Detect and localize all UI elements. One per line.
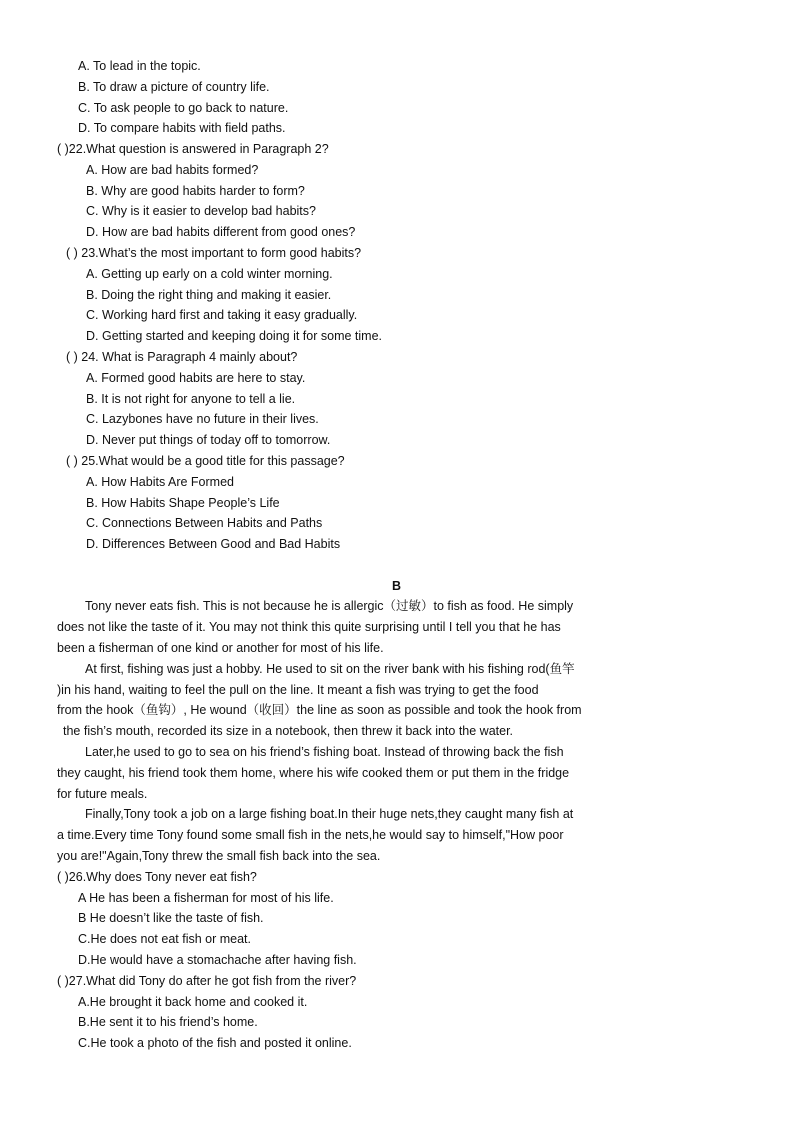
- passage-b-heading: B: [392, 579, 402, 593]
- q24-option-a: A. Formed good habits are here to stay.: [86, 371, 306, 385]
- q21-option-a: A. To lead in the topic.: [78, 59, 201, 73]
- q26-option-b: B He doesn’t like the taste of fish.: [78, 911, 264, 925]
- passage-b-line: from the hook（鱼钩）, He wound（收回）the line as soon as possible and took the hook from: [57, 703, 582, 717]
- passage-b-line: the fish’s mouth, recorded its size in a notebook, then threw it back into the water.: [63, 724, 514, 738]
- q27-stem: ( )27.What did Tony do after he got fish from the river?: [57, 974, 357, 988]
- q26-option-a: A He has been a fisherman for most of his life.: [78, 891, 334, 905]
- passage-b-line: Tony never eats fish. This is not because he is allergic（过敏）to fish as food. He simply: [85, 599, 574, 613]
- q22-option-b: B. Why are good habits harder to form?: [86, 184, 305, 198]
- q26-stem: ( )26.Why does Tony never eat fish?: [57, 870, 257, 884]
- q21-option-d: D. To compare habits with field paths.: [78, 121, 286, 135]
- passage-b-line: does not like the taste of it. You may not think this quite surprising until I tell you that he has: [57, 620, 561, 634]
- q22-option-d: D. How are bad habits different from good ones?: [86, 225, 356, 239]
- q26-option-d: D.He would have a stomachache after having fish.: [78, 953, 357, 967]
- passage-b-line: you are!"Again,Tony threw the small fish back into the sea.: [57, 849, 381, 863]
- q22-option-c: C. Why is it easier to develop bad habits?: [86, 204, 316, 218]
- q24-stem: ( ) 24. What is Paragraph 4 mainly about?: [66, 350, 298, 364]
- q23-stem: ( ) 23.What’s the most important to form good habits?: [66, 246, 362, 260]
- q25-stem: ( ) 25.What would be a good title for this passage?: [66, 454, 345, 468]
- passage-b-line: been a fisherman of one kind or another for most of his life.: [57, 641, 384, 655]
- q23-option-a: A. Getting up early on a cold winter morning.: [86, 267, 333, 281]
- q23-option-d: D. Getting started and keeping doing it for some time.: [86, 329, 382, 343]
- q25-option-a: A. How Habits Are Formed: [86, 475, 234, 489]
- q27-option-a: A.He brought it back home and cooked it.: [78, 995, 308, 1009]
- passage-b-line: )in his hand, waiting to feel the pull on the line. It meant a fish was trying to get the food: [57, 683, 539, 697]
- passage-b-line: At first, fishing was just a hobby. He used to sit on the river bank with his fishing rod(鱼竿: [85, 662, 575, 676]
- q22-stem: ( )22.What question is answered in Paragraph 2?: [57, 142, 329, 156]
- q21-option-c: C. To ask people to go back to nature.: [78, 101, 289, 115]
- q26-option-c: C.He does not eat fish or meat.: [78, 932, 252, 946]
- q27-option-b: B.He sent it to his friend’s home.: [78, 1015, 258, 1029]
- q22-option-a: A. How are bad habits formed?: [86, 163, 259, 177]
- q24-option-d: D. Never put things of today off to tomorrow.: [86, 433, 331, 447]
- q25-option-c: C. Connections Between Habits and Paths: [86, 516, 323, 530]
- passage-b-line: for future meals.: [57, 787, 148, 801]
- q21-option-b: B. To draw a picture of country life.: [78, 80, 270, 94]
- q23-option-b: B. Doing the right thing and making it easier.: [86, 288, 332, 302]
- q25-option-b: B. How Habits Shape People’s Life: [86, 496, 280, 510]
- q24-option-c: C. Lazybones have no future in their lives.: [86, 412, 319, 426]
- passage-b-line: they caught, his friend took them home, where his wife cooked them or put them in the fridge: [57, 766, 570, 780]
- q25-option-d: D. Differences Between Good and Bad Habits: [86, 537, 341, 551]
- passage-b-line: Later,he used to go to sea on his friend’s fishing boat. Instead of throwing back the fish: [85, 745, 564, 759]
- passage-b-line: a time.Every time Tony found some small fish in the nets,he would say to himself,"How poor: [57, 828, 564, 842]
- q23-option-c: C. Working hard first and taking it easy gradually.: [86, 308, 358, 322]
- q27-option-c: C.He took a photo of the fish and posted it online.: [78, 1036, 352, 1050]
- passage-b-line: Finally,Tony took a job on a large fishing boat.In their huge nets,they caught many fish at: [85, 807, 574, 821]
- q24-option-b: B. It is not right for anyone to tell a lie.: [86, 392, 296, 406]
